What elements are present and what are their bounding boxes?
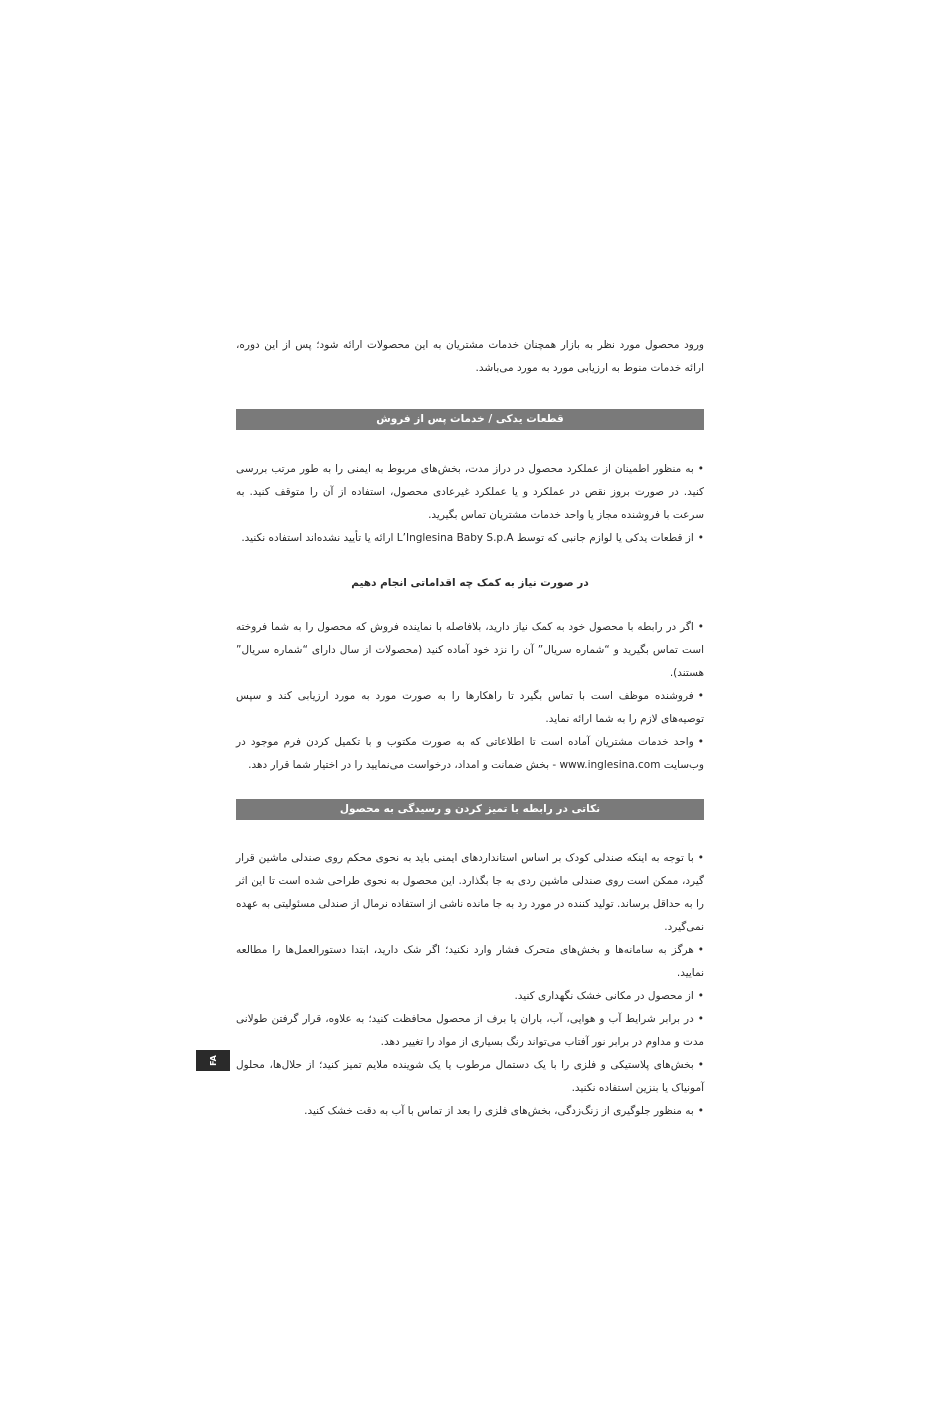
help-list (236, 616, 704, 777)
list-item (236, 1100, 704, 1123)
list-item-text: واحد خدمات مشتریان آماده است تا اطلاعاتی که به صورت مکتوب و با تکمیل کردن فرم موجود در وب‌سایت www.inglesina.com - بخش ضمانت و امداد، درخواست می‌نمایید را در اختیار شما قرار دهد. (236, 736, 704, 771)
list-item (236, 939, 704, 985)
bullet-icon: • (697, 1105, 704, 1117)
bullet-icon: • (697, 852, 704, 864)
intro-paragraph: ورود محصول مورد نظر به بازار همچنان خدمات مشتریان به این محصولات ارائه شود؛ پس از این دوره، ارائه خدمات منوط به ارزیابی مورد به مورد می‌باشد. (236, 339, 704, 374)
section-header-spare-parts: قطعات یدکی / خدمات پس از فروش (236, 409, 704, 430)
list-item (236, 527, 704, 550)
list-item-text: به منظور اطمینان از عملکرد محصول در دراز مدت، بخش‌های مربوط به ایمنی را به طور مرتب بررسی کنید. در صورت بروز نقص در عملکرد و یا عملکرد غیرعادی محصول، استفاده از آن را متوقف کنید. به سرعت با فروشنده مجاز یا واحد خدمات مشتریان تماس بگیرید. (236, 463, 704, 521)
spare-parts-list (236, 458, 704, 550)
list-item-text: در برابر شرایط آب و هوایی، آب، باران یا برف از محصول محافظت کنید؛ به علاوه، قرار گرفتن طولانی مدت و مداوم در برابر نور آفتاب می‌تواند رنگ بسیاری از مواد را تغییر دهد. (236, 1013, 704, 1048)
list-item (236, 685, 704, 731)
list-item-text: به منظور جلوگیری از زنگ‌زدگی، بخش‌های فلزی را بعد از تماس با آب به دقت خشک کنید. (304, 1105, 694, 1117)
list-item-text: از قطعات یدکی یا لوازم جانبی که توسط L’Inglesina Baby S.p.A ارائه یا تأیید نشده‌اند استفاده نکنید. (241, 532, 694, 544)
list-item (236, 847, 704, 939)
help-heading: در صورت نیاز به کمک چه اقداماتی انجام دهیم (351, 577, 589, 589)
bullet-icon: • (697, 532, 704, 544)
list-item-text: با توجه به اینکه صندلی کودک بر اساس استانداردهای ایمنی باید به نحوی محکم روی صندلی ماشین قرار گیرد، ممکن است روی صندلی ماشین ردی به جا بگذارد. این محصول به نحوی طراحی شده است تا این اثر را به حداقل برساند. تولید کننده در مورد رد به جا مانده ناشی از استفاده نرمال از صندلی مسئولیتی به عهده نمی‌گیرد. (235, 852, 704, 933)
list-item (236, 731, 704, 777)
bullet-icon: • (697, 690, 704, 702)
bullet-icon: • (697, 944, 704, 956)
bullet-icon: • (697, 621, 704, 633)
list-item-text: اگر در رابطه با محصول خود به کمک نیاز دارید، بلافاصله با نماینده فروش که محصول را به شما فروخته است تماس بگیرید و “شماره سریال” آن را نزد خود آماده کنید (محصولات از سال دارای “شماره سریال” هستند). (236, 621, 704, 679)
list-item (236, 616, 704, 685)
list-item-text: فروشنده موظف است با تماس بگیرد تا راهکارها را به صورت مورد به مورد ارزیابی کند و سپس توصیه‌های لازم را به شما ارائه نماید. (236, 690, 704, 725)
list-item-text: بخش‌های پلاستیکی و فلزی را با یک دستمال مرطوب یا یک شوینده ملایم تمیز کنید؛ از حلال‌ها، محلول آمونیاک یا بنزین استفاده نکنید. (236, 1059, 704, 1094)
list-item-text: از محصول در مکانی خشک نگهداری کنید. (514, 990, 694, 1002)
language-tab (196, 1050, 230, 1071)
bullet-icon: • (697, 736, 704, 748)
care-list (236, 847, 704, 1123)
list-item (236, 1054, 704, 1100)
bullet-icon: • (697, 990, 704, 1002)
list-item (236, 1008, 704, 1054)
bullet-icon: • (697, 463, 704, 475)
list-item (236, 985, 704, 1008)
page-content (236, 334, 704, 1123)
bullet-icon: • (697, 1013, 704, 1025)
list-item (236, 458, 704, 527)
language-tab-label: FA (208, 1055, 218, 1066)
section-header-care: نکاتی در رابطه با تمیز کردن و رسیدگی به محصول (236, 799, 704, 820)
list-item-text: هرگز به سامانه‌ها و بخش‌های متحرک فشار وارد نکنید؛ اگر شک دارید، ابتدا دستورالعمل‌ها را مطالعه نمایید. (236, 944, 704, 979)
bullet-icon: • (697, 1059, 704, 1071)
